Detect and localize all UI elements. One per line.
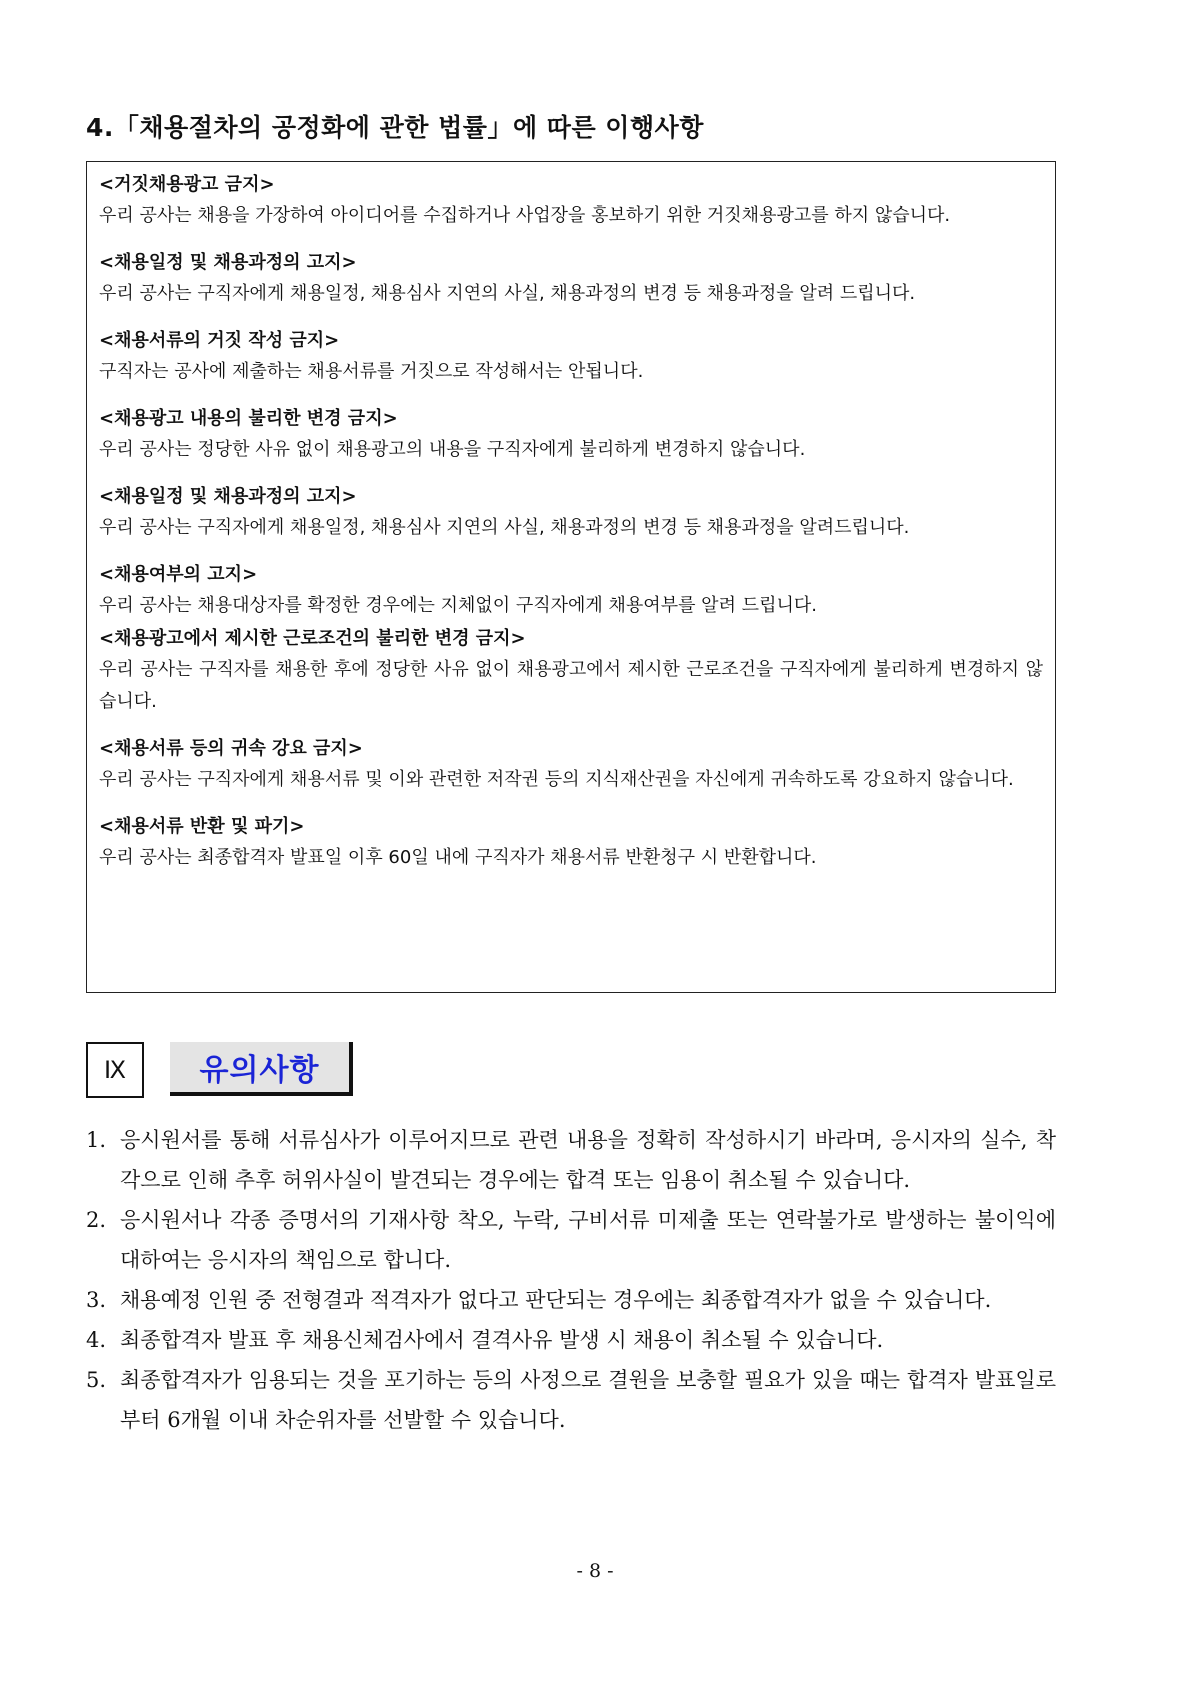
notice-number: 3. [86,1288,107,1312]
item-heading: <채용서류 등의 귀속 강요 금지> [99,738,363,759]
item-heading: <채용광고 내용의 불리한 변경 금지> [99,408,398,429]
compliance-item [99,560,1043,622]
compliance-item [99,404,1043,466]
page-number: - 8 - [576,1560,614,1582]
item-body: 우리 공사는 최종합격자 발표일 이후 60일 내에 구직자가 채용서류 반환청구 시 반환합니다. [99,847,817,868]
notice-item [86,1280,1056,1320]
notice-number: 1. [86,1128,107,1152]
notice-number: 2. [86,1208,107,1232]
compliance-item [99,326,1043,388]
item-heading: <거짓채용광고 금지> [99,174,275,195]
compliance-item [99,248,1043,310]
item-body: 우리 공사는 구직자에게 채용일정, 채용심사 지연의 사실, 채용과정의 변경 등 채용과정을 알려드립니다. [99,517,910,538]
item-body: 우리 공사는 정당한 사유 없이 채용광고의 내용을 구직자에게 불리하게 변경하지 않습니다. [99,439,806,460]
compliance-box [86,161,1056,993]
item-body: 구직자는 공사에 제출하는 채용서류를 거짓으로 작성해서는 안됩니다. [99,361,644,382]
compliance-item [99,482,1043,544]
item-body: 우리 공사는 구직자에게 채용일정, 채용심사 지연의 사실, 채용과정의 변경 등 채용과정을 알려 드립니다. [99,283,916,304]
item-body: 우리 공사는 구직자에게 채용서류 및 이와 관련한 저작권 등의 지식재산권을 자신에게 귀속하도록 강요하지 않습니다. [99,769,1014,790]
notice-item [86,1360,1056,1440]
compliance-item [99,170,1043,232]
chapter-title: 유의사항 [170,1042,353,1096]
compliance-item [99,812,1043,874]
notice-text: 응시원서를 통해 서류심사가 이루어지므로 관련 내용을 정확히 작성하시기 바라며, 응시자의 실수, 착각으로 인해 추후 허위사실이 발견되는 경우에는 합격 또는 임용이 취소될 수 있습니다. [120,1128,1056,1192]
item-heading: <채용서류의 거짓 작성 금지> [99,330,340,351]
item-body: 우리 공사는 채용을 가장하여 아이디어를 수집하거나 사업장을 홍보하기 위한 거짓채용광고를 하지 않습니다. [99,205,951,226]
section-title: 4.「채용절차의 공정화에 관한 법률」에 따른 이행사항 [86,113,704,142]
notice-list [86,1120,1056,1440]
chapter-number: Ⅸ [86,1042,144,1098]
compliance-item [99,624,1043,718]
notice-item [86,1120,1056,1200]
compliance-item [99,734,1043,796]
notice-text: 최종합격자 발표 후 채용신체검사에서 결격사유 발생 시 채용이 취소될 수 있습니다. [120,1328,884,1352]
item-body: 우리 공사는 채용대상자를 확정한 경우에는 지체없이 구직자에게 채용여부를 알려 드립니다. [99,595,817,616]
notice-item [86,1320,1056,1360]
notice-text: 응시원서나 각종 증명서의 기재사항 착오, 누락, 구비서류 미제출 또는 연락불가로 발생하는 불이익에 대하여는 응시자의 책임으로 합니다. [120,1208,1056,1272]
item-heading: <채용서류 반환 및 파기> [99,816,305,837]
chapter-header [86,1042,386,1102]
item-heading: <채용일정 및 채용과정의 고지> [99,486,357,507]
notice-text: 최종합격자가 임용되는 것을 포기하는 등의 사정으로 결원을 보충할 필요가 있을 때는 합격자 발표일로부터 6개월 이내 차순위자를 선발할 수 있습니다. [120,1368,1056,1432]
item-body: 우리 공사는 구직자를 채용한 후에 정당한 사유 없이 채용광고에서 제시한 근로조건을 구직자에게 불리하게 변경하지 않습니다. [99,659,1043,712]
item-heading: <채용여부의 고지> [99,564,258,585]
item-heading: <채용일정 및 채용과정의 고지> [99,252,357,273]
notice-number: 5. [86,1368,107,1392]
notice-text: 채용예정 인원 중 전형결과 적격자가 없다고 판단되는 경우에는 최종합격자가 없을 수 있습니다. [120,1288,992,1312]
item-heading: <채용광고에서 제시한 근로조건의 불리한 변경 금지> [99,628,526,649]
notice-number: 4. [86,1328,107,1352]
notice-item [86,1200,1056,1280]
